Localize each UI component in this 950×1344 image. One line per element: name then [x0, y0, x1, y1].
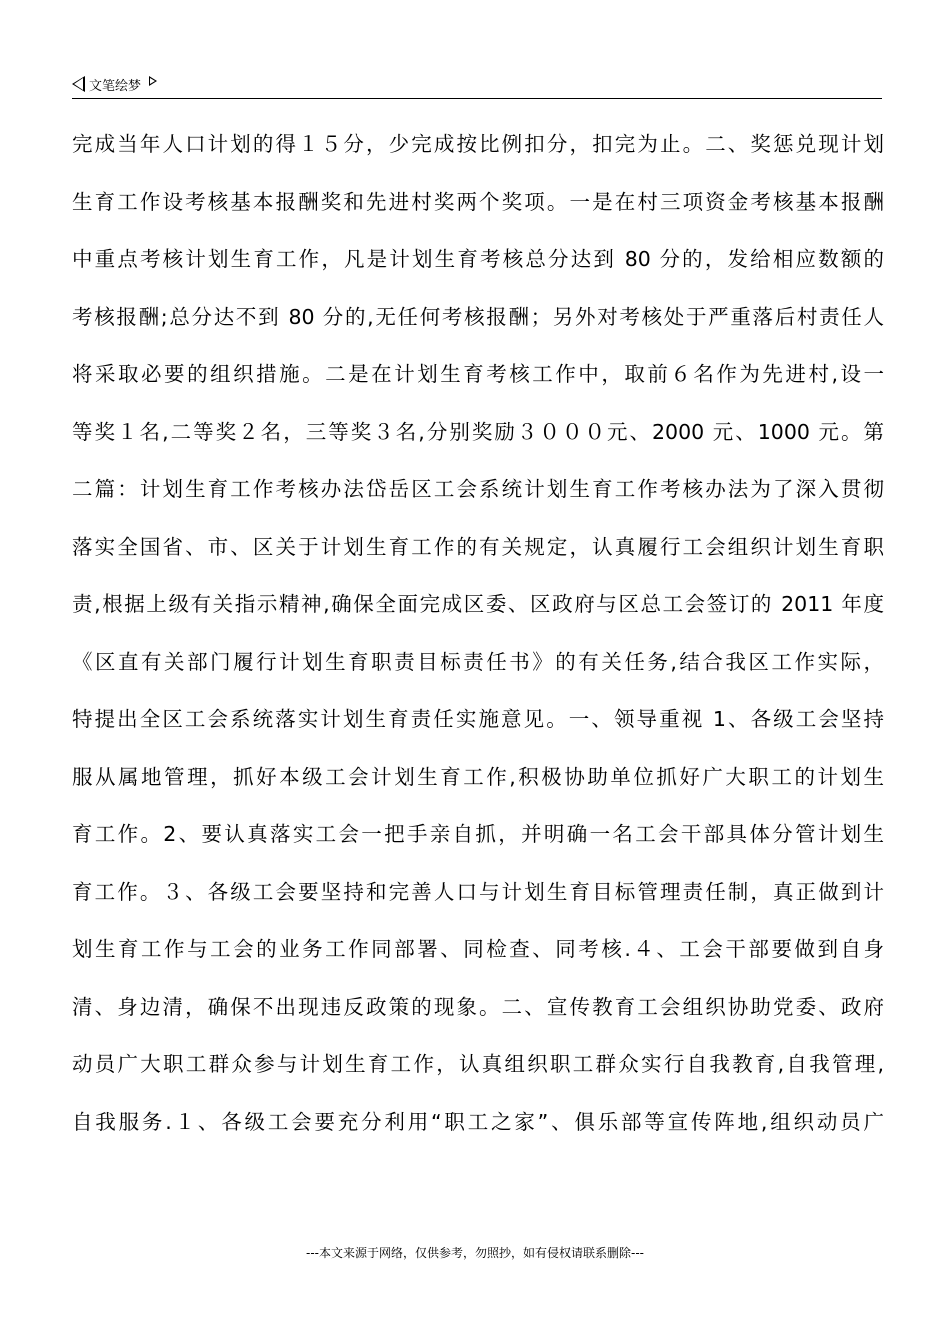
text-line — [72, 461, 884, 519]
text-line-content: 育工作。３、各级工会要坚持和完善人口与计划生育目标管理责任制，真正做到计 — [72, 879, 884, 904]
text-line-content: 特提出全区工会系统落实计划生育责任实施意见。一、领导重视 1、各级工会坚持 — [72, 707, 884, 731]
text-line-content: 自我服务.１、各级工会要充分利用“职工之家”、俱乐部等宣传阵地,组织动员广 — [72, 1109, 884, 1134]
text-line — [72, 174, 884, 232]
text-line — [72, 691, 884, 749]
text-line — [72, 634, 884, 692]
text-line — [72, 979, 884, 1037]
text-line-content: 中重点考核计划生育工作，凡是计划生育考核总分达到 80 分的，发给相应数额的 — [72, 247, 884, 271]
text-line-content: 《区直有关部门履行计划生育职责目标责任书》的有关任务,结合我区工作实际， — [72, 649, 884, 674]
text-line — [72, 1036, 884, 1094]
text-line-content: 划生育工作与工会的业务工作同部署、同检查、同考核.４、工会干部要做到自身 — [72, 937, 884, 961]
page-header — [72, 72, 882, 99]
text-line — [72, 806, 884, 864]
text-line-content: 育工作。2、要认真落实工会一把手亲自抓，并明确一名工会干部具体分管计划生 — [72, 822, 884, 846]
text-line — [72, 404, 884, 462]
text-line — [72, 864, 884, 922]
page-footer: ---本文来源于网络，仅供参考，勿照抄，如有侵权请联系删除--- — [306, 1246, 644, 1260]
triangle-left-icon — [72, 76, 85, 92]
text-line-content: 二篇：计划生育工作考核办法岱岳区工会系统计划生育工作考核办法为了深入贯彻 — [72, 477, 884, 501]
text-line-content: 服从属地管理，抓好本级工会计划生育工作,积极协助单位抓好广大职工的计划生 — [72, 764, 884, 789]
text-line — [72, 116, 884, 174]
triangle-right-icon — [149, 76, 157, 86]
text-line — [72, 289, 884, 347]
text-line-content: 动员广大职工群众参与计划生育工作，认真组织职工群众实行自我教育,自我管理, — [72, 1052, 884, 1076]
text-line — [72, 921, 884, 979]
text-line-content: 落实全国省、市、区关于计划生育工作的有关规定，认真履行工会组织计划生育职 — [72, 534, 884, 559]
document-body — [72, 116, 884, 1151]
text-line — [72, 576, 884, 634]
text-line-content: 等奖１名,二等奖２名，三等奖３名,分别奖励３０００元、2000 元、1000 元。第 — [72, 419, 884, 444]
text-line-content: 清、身边清，确保不出现违反政策的现象。二、宣传教育工会组织协助党委、政府 — [72, 994, 884, 1019]
text-line — [72, 1094, 884, 1152]
text-line-content: 将采取必要的组织措施。二是在计划生育考核工作中，取前６名作为先进村,设一 — [72, 362, 884, 386]
text-line-content: 生育工作设考核基本报酬奖和先进村奖两个奖项。一是在村三项资金考核基本报酬 — [72, 189, 884, 214]
text-line — [72, 231, 884, 289]
text-line — [72, 519, 884, 577]
text-line-content: 完成当年人口计划的得１５分，少完成按比例扣分，扣完为止。二、奖惩兑现计划 — [72, 132, 884, 156]
text-line-content: 责,根据上级有关指示精神,确保全面完成区委、区政府与区总工会签订的 2011 年度 — [72, 592, 884, 616]
text-line — [72, 749, 884, 807]
header-title: 文笔绘梦 — [89, 78, 142, 94]
header-bar — [72, 72, 882, 96]
text-line-content: 考核报酬;总分达不到 80 分的,无任何考核报酬；另外对考核处于严重落后村责任人 — [72, 304, 884, 329]
text-line — [72, 346, 884, 404]
